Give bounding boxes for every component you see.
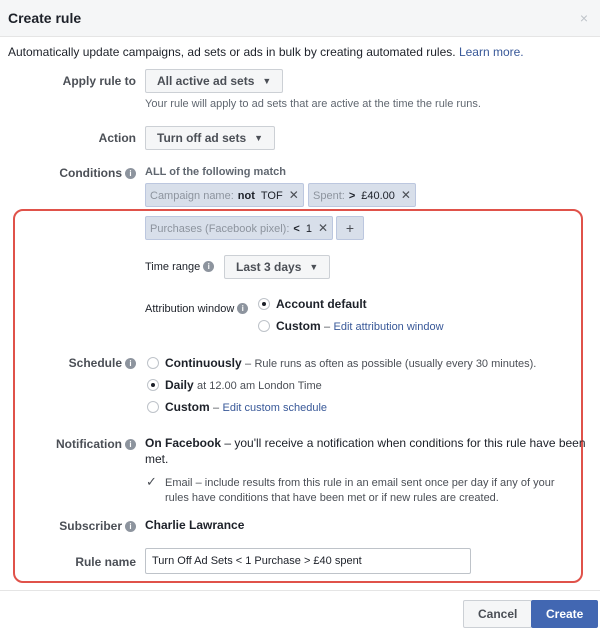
attribution-custom-radio[interactable] bbox=[258, 320, 270, 332]
schedule-daily-radio[interactable] bbox=[147, 379, 159, 391]
info-icon[interactable]: i bbox=[125, 521, 136, 532]
email-checkbox-check-icon[interactable]: ✓ bbox=[146, 474, 157, 489]
remove-icon[interactable]: ✕ bbox=[288, 188, 299, 202]
notification-facebook-line1 bbox=[145, 436, 586, 450]
attribution-default-label: Account default bbox=[276, 297, 367, 311]
schedule-custom-option: Custom – Edit custom schedule bbox=[165, 400, 328, 414]
condition-token-spent[interactable] bbox=[308, 183, 416, 207]
edit-attribution-link[interactable]: Edit attribution window bbox=[333, 321, 444, 333]
rule-name-label: Rule name bbox=[75, 555, 136, 569]
notification-facebook-line2: met. bbox=[145, 452, 169, 466]
condition-operator: > bbox=[348, 190, 356, 202]
remove-icon[interactable]: ✕ bbox=[317, 221, 329, 235]
rule-name-input[interactable] bbox=[145, 548, 471, 574]
action-value: Turn off ad sets bbox=[157, 131, 247, 145]
schedule-continuous-option: Continuously – Rule runs as often as possible (usually every 30 minutes). bbox=[165, 356, 537, 370]
notification-facebook-desc: – you'll receive a notification when conditions for this rule have been bbox=[224, 436, 586, 450]
cancel-button[interactable]: Cancel bbox=[463, 600, 532, 628]
schedule-continuous-radio[interactable] bbox=[147, 357, 159, 369]
condition-operator: < bbox=[293, 223, 300, 235]
notification-label bbox=[56, 437, 136, 451]
close-icon[interactable]: × bbox=[579, 10, 588, 26]
condition-token-campaign-name[interactable] bbox=[145, 183, 304, 207]
conditions-label-text: Conditions bbox=[59, 166, 122, 180]
condition-value: £40.00 bbox=[361, 190, 395, 202]
action-label: Action bbox=[98, 131, 136, 145]
schedule-custom-radio[interactable] bbox=[147, 401, 159, 413]
action-dropdown[interactable] bbox=[145, 126, 275, 150]
condition-operator: not bbox=[237, 190, 255, 202]
subscriber-label bbox=[59, 519, 136, 533]
time-range-dropdown[interactable] bbox=[224, 255, 330, 279]
info-icon[interactable]: i bbox=[125, 168, 136, 179]
conditions-label bbox=[59, 166, 136, 180]
schedule-custom-label: Custom bbox=[165, 400, 210, 414]
apply-rule-helper: Your rule will apply to ad sets that are active at the time the rule runs. bbox=[145, 98, 481, 110]
edit-custom-schedule-link[interactable]: Edit custom schedule bbox=[222, 402, 328, 414]
intro-description: Automatically update campaigns, ad sets or ads in bulk by creating automated rules. bbox=[8, 45, 456, 59]
condition-value: 1 bbox=[305, 223, 312, 235]
info-icon[interactable]: i bbox=[237, 303, 248, 314]
attribution-label bbox=[145, 303, 248, 315]
time-range-label-text: Time range bbox=[145, 261, 201, 273]
notification-email-line2: rules have conditions that have been met or if new rules are created. bbox=[165, 492, 499, 504]
condition-field: Purchases (Facebook pixel): bbox=[150, 223, 290, 235]
subscriber-label-text: Subscriber bbox=[59, 519, 122, 533]
subscriber-name bbox=[145, 518, 244, 532]
schedule-continuous-label: Continuously bbox=[165, 356, 242, 370]
notification-facebook-label: On Facebook bbox=[145, 436, 222, 450]
schedule-continuous-desc: Rule runs as often as possible (usually every 30 minutes). bbox=[254, 358, 537, 370]
condition-field: Campaign name: bbox=[150, 190, 234, 202]
apply-rule-dropdown[interactable] bbox=[145, 69, 283, 93]
attribution-custom-option: Custom – Edit attribution window bbox=[276, 319, 444, 333]
dialog-header bbox=[0, 0, 600, 37]
intro-text bbox=[8, 45, 524, 59]
time-range-label bbox=[145, 261, 214, 273]
attribution-label-text: Attribution window bbox=[145, 303, 235, 315]
schedule-daily-label: Daily bbox=[165, 378, 194, 392]
chevron-down-icon: ▼ bbox=[254, 133, 264, 143]
attribution-default-radio[interactable] bbox=[258, 298, 270, 310]
schedule-label-text: Schedule bbox=[68, 356, 122, 370]
schedule-daily-desc: at 12.00 am London Time bbox=[197, 380, 322, 392]
dialog-title: Create rule bbox=[8, 10, 82, 26]
remove-icon[interactable]: ✕ bbox=[400, 188, 411, 202]
info-icon[interactable]: i bbox=[125, 439, 136, 450]
schedule-daily-option bbox=[165, 378, 322, 392]
chevron-down-icon: ▼ bbox=[262, 76, 272, 86]
notification-email-desc: – include results from this rule in an email sent once per day if any of your bbox=[195, 477, 555, 489]
attribution-custom-label: Custom bbox=[276, 319, 321, 333]
time-range-value: Last 3 days bbox=[236, 260, 302, 274]
add-condition-button[interactable]: + bbox=[336, 216, 364, 240]
condition-value: TOF bbox=[260, 190, 283, 202]
notification-email-label: Email bbox=[165, 477, 193, 489]
apply-rule-value: All active ad sets bbox=[157, 74, 255, 88]
apply-rule-label: Apply rule to bbox=[62, 74, 136, 88]
chevron-down-icon: ▼ bbox=[309, 262, 319, 272]
learn-more-link[interactable]: Learn more. bbox=[458, 45, 524, 59]
notification-label-text: Notification bbox=[56, 437, 122, 451]
condition-field: Spent: bbox=[313, 190, 345, 202]
info-icon[interactable]: i bbox=[125, 358, 136, 369]
create-button[interactable]: Create bbox=[531, 600, 598, 628]
schedule-label bbox=[69, 356, 136, 370]
attribution-default-option bbox=[276, 297, 367, 311]
condition-token-purchases[interactable] bbox=[145, 216, 333, 240]
info-icon[interactable]: i bbox=[203, 261, 214, 272]
subscriber-name-text: Charlie Lawrance bbox=[145, 518, 245, 532]
conditions-match-text: ALL of the following match bbox=[145, 166, 286, 178]
notification-email-line1 bbox=[165, 476, 554, 491]
